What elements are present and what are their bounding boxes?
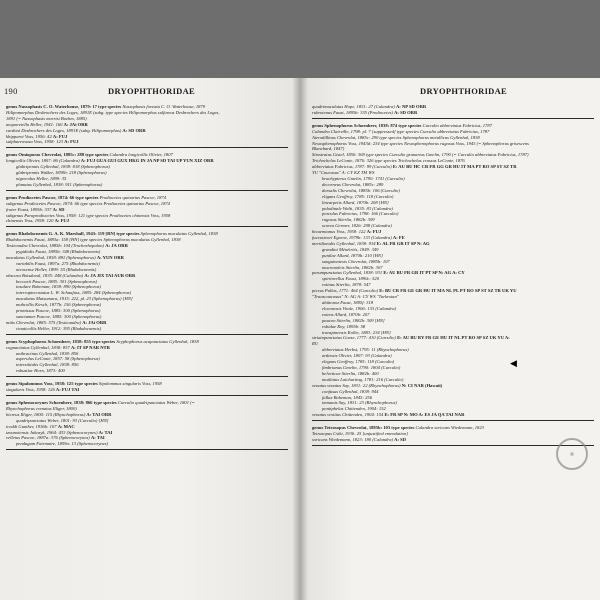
species-name: abbreviatus Herbst, 1795: 11 (Rhynchophorus) — [322, 347, 409, 353]
species-name: chinensis Voss, 1958: 120 — [6, 218, 55, 224]
distribution-codes: A: TAI — [90, 435, 105, 441]
species-name: velletus Pascoe, 1887a: 376 (Sphenocorynes) — [6, 435, 91, 441]
species-name: "Transcaucasus" N: AG A: CY WS "Turkestan" — [312, 294, 399, 300]
distribution-codes: A: FUJ — [54, 218, 70, 224]
species-name: nigrecolus Heller, 1899: 35 — [16, 175, 67, 181]
species-name: sulphureovasa Voss, 1958: 123 — [6, 139, 65, 145]
species-name: abtitonoz Faust, 1885f: 318 — [322, 300, 374, 305]
species-name: cardoni Desbrochers des Loges, 1891E (subg. Hilipomorphus) — [6, 127, 123, 133]
species-name: striatopunctatus Goeze, 1777: 410 (Curculio) — [312, 335, 398, 341]
species-name: singularis Voss, 1958: 126 — [6, 387, 56, 393]
species-name: fuceusivori Egorov, 1979b: 133 (Calandra) — [312, 235, 393, 241]
genus-entry — [6, 231, 288, 334]
distribution-codes: E: BU CR FR GE GR HU IT MA NL PL PT RO SP ST SZ TR UK YU — [379, 288, 517, 294]
species-name: subgenus Paraprodiocetes Voss, 1958: 121 type species Prodiocetes chinensis Voss, 1958 — [6, 212, 171, 218]
distribution-codes: A: FE — [392, 235, 405, 241]
distribution-codes: A: TAI ORR — [86, 411, 112, 417]
species-name: decorneus Chevrolat, 1885c: 289 — [322, 181, 384, 187]
species-name: punilae Allard, 1870b: 210 [HN] — [322, 252, 383, 258]
section-divider — [312, 118, 594, 119]
species-name: longicollis Olivier, 1807: 86 (Calandra) — [6, 158, 81, 164]
genus-entry — [312, 123, 594, 421]
species-line — [6, 218, 288, 224]
species-name: obscura Boisduval, 1835: 448 (Calandra) — [6, 272, 85, 278]
species-name: muhcollis Kirsch, 1877b: 156 (Sphenophorus) — [16, 302, 102, 308]
distribution-codes: E: AU BU HC CR FR GG GR HU IT MA PT RO SP ST SZ TR — [392, 164, 517, 170]
genus-title: genus Nassophasis C. O. Waterhouse, 1879: 17 type species — [6, 104, 123, 109]
genus-type-species: Calandra soricans Wiedemann, 1823 — [415, 425, 484, 431]
species-name: brachypterus Gmelin, 1790: 1741 (Curculio) — [322, 175, 405, 181]
species-name: robustior Horn, 1873: 400 — [16, 368, 65, 374]
species-name: fimbrianus Gmelin, 1790: 1804 (Curculio) — [322, 364, 401, 370]
species-line — [6, 139, 288, 145]
distribution-codes: A: FUJ — [366, 229, 382, 235]
species-name: porculus Fabricius, 1798: 166 (Curculio) — [322, 211, 399, 217]
synonym-line — [6, 326, 288, 332]
section-divider — [312, 420, 594, 421]
distribution-codes: A: TAI — [98, 429, 113, 435]
genus-title: genus Scyphophorus Schoenherr, 1838: 855 type species — [6, 338, 117, 344]
distribution-codes: A: IT SP NAR NTR — [70, 344, 110, 350]
species-name: sanctumar Pascoe, 1885: 300 (Sphenophorus) — [16, 314, 102, 319]
species-name: pygidialis Faust, 1895b: 348 (Rhabdocnemis) — [16, 249, 101, 255]
right-column — [312, 100, 594, 449]
species-name: glabripennis Walker, 1859b: 218 (Sphenophorus) — [16, 170, 107, 176]
distribution-codes: A: JAi ORR — [63, 121, 88, 127]
genus-entry — [6, 339, 288, 377]
species-name: interstitialis Gyllenhal, 1838: 856 — [16, 362, 79, 368]
species-name: confusus Gyllenhal, 1838: 944 — [322, 388, 379, 394]
species-name: mitis Chevrolat, 1885: 575 (Testicandra) — [6, 319, 83, 325]
species-name: Calandra Clairville, 1798: pl. 7 [suppressed] type species Curculio abbreviatus Fabricius, 1787 — [312, 128, 490, 134]
species-name: maculatus Gyllenhal, 1838: 881 (Sphenophorus) — [6, 254, 97, 260]
species-name: parumpunctatus Gyllenhal, 1838: 931 — [312, 270, 384, 276]
species-name: eloconosis Vitale, 1906: 133 (Calandra) — [322, 305, 397, 311]
library-stamp-icon: ❀ — [556, 438, 588, 470]
distribution-codes: A: SD — [52, 206, 65, 212]
left-column — [6, 100, 288, 453]
distribution-codes: A: SD — [394, 436, 407, 442]
species-name: immunis Say, 1831: 23 (Rhynchophorus) — [322, 400, 397, 406]
distribution-codes: A: YUN ORR — [96, 254, 124, 260]
genus-title: genus Prodiocetes Pascoe, 1874: 66 type species — [6, 194, 100, 200]
section-divider — [6, 449, 288, 450]
species-name: bicaemianus Voss, 1958: 122 — [312, 229, 367, 235]
species-name: dorsalis Chevrolat, 1885b: 106 (Curculio) — [322, 187, 400, 193]
running-head-right: DRYOPHTHORIDAE — [420, 86, 508, 96]
page-number: 190 — [4, 86, 18, 96]
species-name: anthracinus Gyllenhal, 1838: 856 — [16, 350, 79, 356]
species-name: ardensis Olivier, 1807: 93 (Calandra) — [322, 353, 392, 359]
species-name: venatus vestitus Chittenden, 1904: 154 — [312, 412, 385, 418]
species-name: asperulus LeConte, 1857: 58 (Sphenophorus) — [16, 356, 100, 362]
species-name: spiritorellus Faust, 1890c: 520 — [322, 276, 379, 282]
distribution-codes: A: FUJ — [64, 139, 79, 145]
synonym-line — [6, 182, 288, 188]
species-name: helveticae Stierlin, 1882b: 400 — [322, 370, 379, 376]
species-name: linearpetis Allard, 1870b: 208 [HN] — [322, 199, 389, 205]
pointer-arrow-icon: ◀ — [510, 358, 517, 368]
species-line — [312, 437, 594, 443]
species-name: cognacitatus Gyllenhal, 1838: 857 — [6, 344, 71, 350]
genus-type-species: Nassophasis foveata C. O. Waterhouse, 1879 — [122, 104, 206, 109]
genus-title: genus Sphenocorynes Schoenherr, 1838: 866 type species — [6, 399, 118, 405]
species-name: bicreus Illiger, 1800: 115 (Rhynchophorus) — [6, 411, 87, 417]
species-name: Sitostratus Gistel, 1856: 369 type species Curculio granarius Gmelin, 1790 (= Curculio abbreviatus Fabricius, 1787) — [312, 152, 529, 158]
species-name: Testicandra Chevrolat, 1885b: 104 (Trochorhopalon) — [6, 243, 106, 249]
species-name: iceddi Gunther, 1936b: 107 — [6, 423, 58, 429]
species-name: venatus venatus Say, 1831: 22 (Rhynchophorus) — [312, 382, 402, 388]
species-name: subgenus Prodiocetes Pascoe, 1874: 66 type species Prodiocetes quinarius Pascoe, 1874 — [6, 200, 170, 206]
species-name: Aterodillinus Chevrolat, 1885c: 290 type species Sphenophorus metallicus Gyllenhal, 1838 — [312, 134, 480, 140]
genus-type-species: Curculio quadripunctatus Weber, 1801 (= — [117, 399, 195, 405]
species-name: insulare Boheman, 1838: 890 (Sphenophorus) — [16, 284, 101, 290]
species-name: robidae Roy, 1895b: 58 — [322, 323, 366, 329]
distribution-codes: A: FUJ TAI — [55, 387, 80, 393]
section-divider — [6, 190, 288, 191]
distribution-codes: N: CI NAR (Hawaii) — [401, 382, 443, 388]
genus-type-species: Sipalommus singularis Voss, 1958 — [98, 381, 162, 387]
species-name: Trichochelus LeConte, 1876: 326 type species Trichochelus crassus LeConte, 1876 — [312, 158, 465, 164]
species-name: extens Allard, 1870b: 207 — [322, 311, 370, 317]
section-divider — [6, 147, 288, 148]
species-name: quadripunctatus Weber, 1801: 93 (Curculio) [HN] — [16, 417, 109, 423]
species-name: meridionalis Gyllenhal, 1838: 934 — [312, 240, 377, 246]
species-name: glabripennis Gyllenhal, 1838: 818 (Sphenophorus) — [16, 164, 111, 170]
genus-type-species: Scyphophorus acupunctatus Gyllenhal, 1838 — [116, 338, 199, 344]
species-name: rubrotenus Faust, 1895b: 335 (Prodiocetes) — [312, 109, 395, 115]
species-name: khipparoi Voss, 1956: 42 — [6, 133, 53, 139]
genus-entry — [312, 104, 594, 119]
distribution-codes: E: AL FR GR IT SP N: AG — [376, 240, 430, 246]
genus-entry — [6, 104, 288, 148]
species-name: Nesosphenophorus Voss, 1943d: 234 type species Nesosphenophorus rugosus Voss, 1943 (= Sphenophorus grisescens — [312, 140, 529, 146]
species-name: grandini Ménétriés, 1849: 349 — [322, 246, 379, 252]
species-name: nicosense Heller, 1899: 55 (Rhabdocnemis) — [16, 266, 97, 272]
species-name: piceus Pallas, 1771: 464 (Curculio) — [312, 288, 380, 294]
genus-title: genus Omioporas Chevrolat, 1885c: 288 type species — [6, 152, 110, 158]
distribution-codes: A: FUJ — [52, 133, 68, 139]
species-line — [312, 412, 594, 418]
distribution-codes: E: AU BU BY FR GE HU IT NL PT RO SP SZ UK YU A: — [397, 335, 510, 341]
running-head-left: DRYOPHTHORIDAE — [108, 86, 196, 96]
section-divider — [6, 376, 288, 377]
section-divider — [6, 395, 288, 396]
distribution-codes: A: JA JIX TAI AUR ORR — [84, 272, 136, 278]
species-name: mucronoleis Stierlin, 1882b: 307 — [322, 264, 383, 270]
species-name: rotinus Stierlin, 1878: 547 — [322, 282, 371, 288]
genus-title: genus Sphenophorus Schoenherr, 1838: 874 type species — [312, 122, 423, 128]
distribution-codes: E: FR SP N: MO A: ES JA QA TAI NAR — [384, 412, 465, 418]
species-name: cinaticollis Heller, 1912: 395 (Rhabdocnemis) — [16, 325, 102, 331]
species-name: YU "Caucasus" A: CY KZ TM WS — [312, 170, 375, 176]
species-name: aequoreiella Heller, 1941: 160 — [6, 121, 64, 127]
species-name: variabilis Faust, 1897a: 275 (Rhabdocnemis) — [16, 260, 100, 266]
species-name: beccarii Pascoe, 1885: 301 (Sphenophorus) — [16, 278, 98, 284]
species-name: eligans Geoffroy, 1785: 118 (Curculio) — [322, 193, 394, 199]
genus-entry — [312, 425, 594, 446]
section-divider — [312, 445, 594, 446]
genus-type-species: Sphenophorus maculatus Gyllenhal, 1838 — [140, 231, 218, 237]
genus-entry — [6, 400, 288, 450]
species-name: fallax Boheman, 1845: 256 — [322, 394, 373, 400]
genus-type-species: Curculio abbreviatus Fabricius, 1787 — [422, 122, 492, 128]
species-name: Rhynchophorus crenatus Illiger, 1800) — [6, 405, 77, 411]
species-name: palodinale Walti, 1835: 83 (Calandra) — [322, 205, 393, 211]
genus-title: genus Rhabdocnemis G. A. K. Marshall, 1943: 119 [RN] type species — [6, 231, 141, 237]
genus-type-species: Calandra longicollis Olivier, 1807 — [109, 152, 173, 158]
species-name: promissus Pascoe, 1885: 300 (Sphenophorus) — [16, 308, 101, 314]
species-name: 1891 (= Nassophasis morrisi Boehm, 1885) — [6, 115, 87, 121]
species-name: maculatus Matsumura, 1915: 222, pl. 23 (Sphenophorus) [HN] — [16, 296, 133, 302]
section-divider — [6, 226, 288, 227]
species-name: soricans Wiedemann, 1823: 180 (Calandra) — [312, 436, 395, 442]
distribution-codes: A: JA ORR — [105, 243, 128, 249]
species-name: pontiphelus Chittenden, 1904: 152 — [322, 406, 386, 412]
distribution-codes: A: NP SD ORR — [395, 104, 427, 109]
genus-entry — [6, 381, 288, 396]
species-line — [312, 110, 594, 116]
distribution-codes: A: JAi ORR — [82, 319, 107, 325]
genus-title: genus Sipalommus Voss, 1958: 125 type species — [6, 381, 99, 387]
distribution-codes: A: FUJ GUA GUI GUX HKG IN JA NP SD TAI UP YUN XIZ ORR — [80, 158, 214, 164]
distribution-codes: E: AU BU FR GR IT PT SP N: AG A: CY — [383, 270, 465, 276]
genus-entry — [6, 152, 288, 190]
species-name: paucon Stierlin, 1882b: 309 [HN] — [322, 317, 385, 323]
distribution-codes: A: SD ORR — [122, 127, 146, 133]
species-name: Blanchard, 1847) — [312, 146, 345, 152]
distribution-codes: A: MAC — [57, 423, 75, 429]
species-name: planatus Gyllenhal, 1838: 911 (Sphenophorus) — [16, 181, 103, 187]
species-name: RU — [312, 341, 319, 347]
species-name: frater Faust, 1895b: 337 — [6, 206, 53, 212]
species-name: quadrimaculatus Hope, 1831: 27 (Calandra) — [312, 104, 396, 109]
species-name: interruptecostatus L. W. Schaufuss, 1885: 284 (Sphenophorus) — [16, 290, 132, 296]
species-name: mutilatus Laicharting, 1781: 216 (Curculio) — [322, 376, 404, 382]
species-name: Hilipomorphus Desbrochers des Loges, 1891E (subg. type species Hilipomorphus sulfureus Desbrochers des Loges, — [6, 109, 220, 115]
genus-type-species: Prodiocetes quinarius Pascoe, 1874 — [99, 194, 166, 200]
species-name: Rhabdocnemis Faust, 1883a: 158 [HN] type species Sphenophorus maculatus Gyllenhal, 1838 — [6, 237, 181, 243]
synonym-line — [6, 441, 288, 447]
section-divider — [6, 334, 288, 335]
distribution-codes: A: SD ORR — [394, 109, 418, 115]
book-gutter — [292, 78, 308, 600]
species-name: elegans Geoffroy, 1785: 118 (Curculio) — [322, 359, 395, 365]
species-name: sanguinotesis Chevrolat, 1885b: 107 — [322, 258, 390, 264]
species-name: pendagum Fairmaire, 1859a: 13 (Sphenocorynes) — [16, 441, 109, 447]
genus-title: genus Tetrasopus Chevrolat, 1885b: 103 type species — [312, 425, 416, 431]
species-name: scorea Germer, 1826: 298 (Calandra) — [322, 223, 392, 229]
scanner-background — [0, 0, 600, 78]
species-name: Tetrasopus Csiki, 1936: 25 [unjustified emendation] — [312, 431, 409, 437]
species-line — [6, 387, 288, 393]
synonym-line — [6, 368, 288, 374]
species-name: rugosus Stierlin, 1882b: 309 — [322, 217, 375, 223]
genus-entry — [6, 195, 288, 228]
species-name: abbreviatus Fabricius, 1787: 99 (Curculio) — [312, 164, 393, 170]
species-name: transpinensis Kolbe, 1883: 234 [HN] — [322, 329, 391, 335]
species-name: tzounotensis Jakozyk, 1964: 433 (Sphenocorynes) — [6, 429, 99, 435]
